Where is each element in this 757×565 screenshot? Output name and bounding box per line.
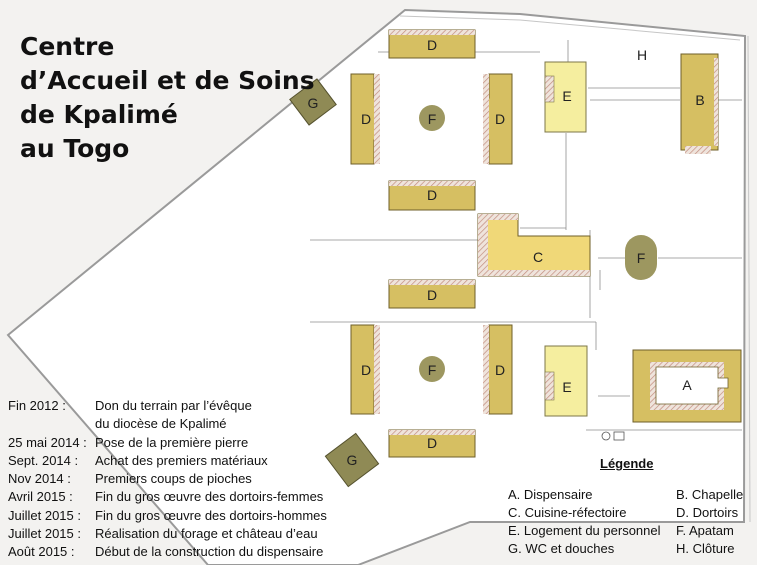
label-g: G [346, 452, 358, 468]
timeline-date: Sept. 2014 : [8, 452, 79, 468]
label-d: D [360, 362, 372, 378]
title-line: d’Accueil et de Soins [20, 66, 315, 95]
legend-item: C. Cuisine-réfectoire [508, 505, 627, 520]
timeline-text: Fin du gros œuvre des dortoirs-hommes [95, 507, 327, 523]
legend-item: E. Logement du personnel [508, 523, 661, 538]
label-e: E [562, 379, 572, 395]
timeline-date: Août 2015 : [8, 544, 75, 560]
timeline-text: Début de la construction du dispensaire [95, 544, 324, 560]
timeline-text: Achat des premiers matériaux [95, 452, 268, 468]
label-b: B [695, 92, 705, 108]
legend-item: B. Chapelle [676, 487, 744, 502]
label-d: D [426, 435, 438, 451]
timeline-date: Nov 2014 : [8, 471, 71, 487]
legend-item: G. WC et douches [508, 541, 615, 556]
title-line: Centre [20, 32, 115, 61]
label-g: G [307, 95, 319, 111]
label-f: F [427, 362, 437, 378]
title-line: de Kpalimé [20, 100, 178, 129]
timeline-date: Juillet 2015 : [8, 526, 81, 542]
outer-wall-right [748, 36, 750, 522]
timeline-text: Don du terrain par l’évêque [95, 398, 252, 413]
timeline-date: Avril 2015 : [8, 489, 73, 505]
timeline-text: Réalisation du forage et château d’eau [95, 526, 318, 542]
label-d: D [426, 37, 438, 53]
timeline-text: Premiers coups de pioches [95, 471, 252, 487]
timeline-text: Fin du gros œuvre des dortoirs-femmes [95, 489, 324, 505]
timeline-date: Fin 2012 : [8, 398, 66, 413]
label-d: D [426, 287, 438, 303]
timeline-text: du diocèse de Kpalimé [95, 416, 227, 432]
timeline-text: Pose de la première pierre [95, 434, 249, 450]
label-c: C [532, 249, 544, 265]
label-h: H [636, 47, 648, 63]
label-d: D [494, 362, 506, 378]
title-line: au Togo [20, 134, 130, 163]
legend-item: F. Apatam [676, 523, 734, 538]
label-a: A [682, 377, 692, 393]
page-title [20, 30, 315, 166]
label-e: E [562, 88, 572, 104]
legend-item: A. Dispensaire [508, 487, 593, 502]
timeline-date: 25 mai 2014 : [8, 434, 87, 450]
label-f: F [636, 250, 646, 266]
legend-item: D. Dortoirs [676, 505, 739, 520]
label-d: D [426, 187, 438, 203]
label-d: D [494, 111, 506, 127]
label-d: D [360, 111, 372, 127]
timeline-date: Juillet 2015 : [8, 507, 81, 523]
legend-item: H. Clôture [676, 541, 735, 556]
legend-title: Légende [600, 456, 654, 471]
label-f: F [427, 111, 437, 127]
